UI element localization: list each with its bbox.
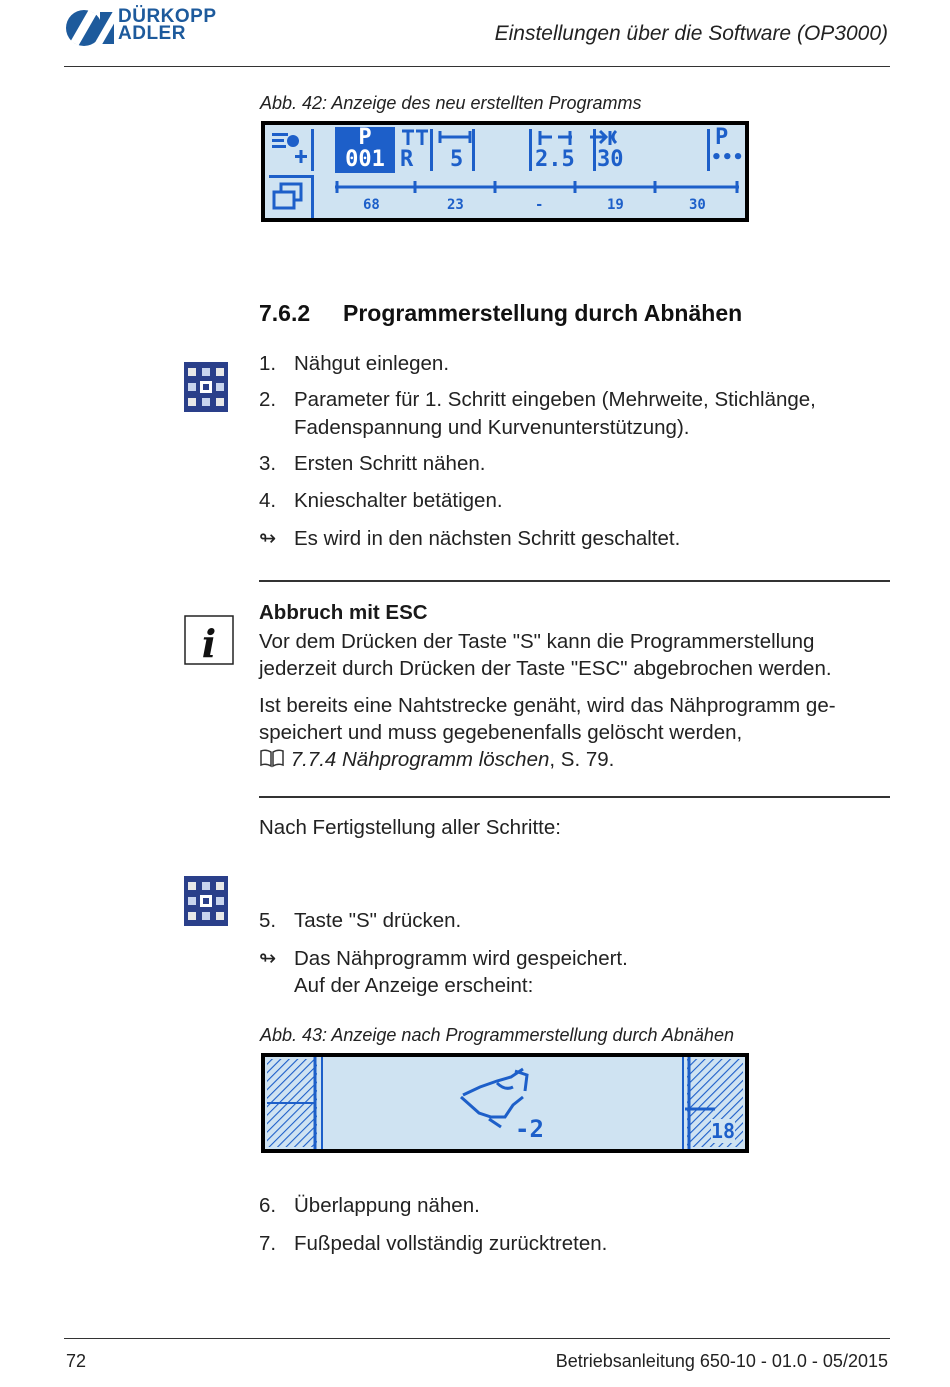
result-arrow-icon: ↬ (259, 947, 277, 970)
cross-reference-page: , S. 79. (549, 748, 615, 771)
control-panel-icon (184, 362, 228, 412)
result-arrow-icon: ↬ (259, 527, 277, 550)
p-indicator: P (715, 125, 729, 150)
note-top-rule (259, 580, 890, 582)
step-count: 18 (711, 1119, 736, 1143)
step-result-2: ↬ Das Nähprogramm wird gespeichert. (259, 947, 628, 970)
note-line: speichert und muss gegebenenfalls gelöscht werden, (259, 721, 743, 744)
section-title: Programmerstellung durch Abnähen (343, 300, 743, 326)
program-number-field: P 001 (335, 127, 395, 173)
step-4: 4. Knieschalter betätigen. (259, 489, 503, 512)
stitch-length-value: 2.5 (535, 147, 575, 172)
note-bottom-rule (259, 796, 890, 798)
step-scale (335, 179, 745, 195)
cross-reference-link[interactable]: 7.7.4 Nähprogramm löschen (290, 748, 550, 771)
note-line: Vor dem Drücken der Taste "S" kann die Programmerstellung (259, 630, 815, 653)
info-icon (184, 615, 234, 665)
after-steps-text: Nach Fertigstellung aller Schritte: (259, 816, 561, 839)
page-number: 72 (66, 1351, 87, 1371)
figure-42-caption: Abb. 42: Anzeige des neu erstellten Programms (260, 93, 642, 113)
scale-label: - (535, 197, 544, 213)
figure-42-display (261, 121, 749, 222)
header-rule (64, 66, 890, 67)
program-add-icon (269, 129, 314, 171)
separator (430, 129, 433, 171)
note-title: Abbruch mit ESC (259, 601, 428, 624)
separator (707, 129, 710, 171)
brand-name: DÜRKOPP ADLER (118, 6, 217, 44)
step-1: 1. Nähgut einlegen. (259, 352, 450, 375)
svg-text:i: i (201, 621, 217, 665)
scale-label: 23 (447, 197, 464, 213)
display-graphics (265, 1057, 745, 1149)
separator (529, 129, 532, 171)
separator (472, 129, 475, 171)
direction-value: R (400, 147, 414, 172)
cross-reference[interactable] (259, 746, 614, 773)
separator (593, 129, 596, 171)
step-2-continued: Fadenspannung und Kurvenunterstützung). (294, 416, 690, 439)
copy-program-icon (269, 175, 314, 218)
page-header-title: Einstellungen über die Software (OP3000) (494, 22, 888, 45)
note-line: Ist bereits eine Nahtstrecke genäht, wird das Nähprogramm ge- (259, 694, 836, 717)
scale-label: 19 (607, 197, 624, 213)
step-result-1: ↬ Es wird in den nächsten Schritt geschaltet. (259, 527, 681, 550)
step-3: 3. Ersten Schritt nähen. (259, 452, 486, 475)
section-number: 7.6.2 (259, 300, 311, 326)
step-5: 5. Taste "S" drücken. (259, 909, 462, 932)
step-6: 6. Überlappung nähen. (259, 1194, 480, 1217)
figure-43-display (261, 1053, 749, 1153)
value-5: 5 (450, 147, 464, 172)
scale-label: 30 (689, 197, 706, 213)
control-panel-icon (184, 876, 228, 926)
scale-label: 68 (363, 197, 380, 213)
footer-rule (64, 1338, 890, 1339)
step-result-2-continued: Auf der Anzeige erscheint: (294, 974, 534, 997)
step-2: 2. Parameter für 1. Schritt eingeben (Mehrweite, Stichlänge, (259, 388, 816, 411)
document-id: Betriebsanleitung 650-10 - 01.0 - 05/2015 (555, 1351, 888, 1371)
figure-43-caption: Abb. 43: Anzeige nach Programmerstellung durch Abnähen (260, 1025, 734, 1045)
pedal-value: -2 (515, 1115, 544, 1143)
step-7: 7. Fußpedal vollständig zurücktreten. (259, 1232, 608, 1255)
parameter-symbols (400, 127, 870, 151)
note-line: jederzeit durch Drücken der Taste "ESC" abgebrochen werden. (259, 657, 832, 680)
tension-value: 30 (597, 147, 624, 172)
book-icon (259, 748, 285, 768)
more-dots: ••• (711, 147, 744, 168)
